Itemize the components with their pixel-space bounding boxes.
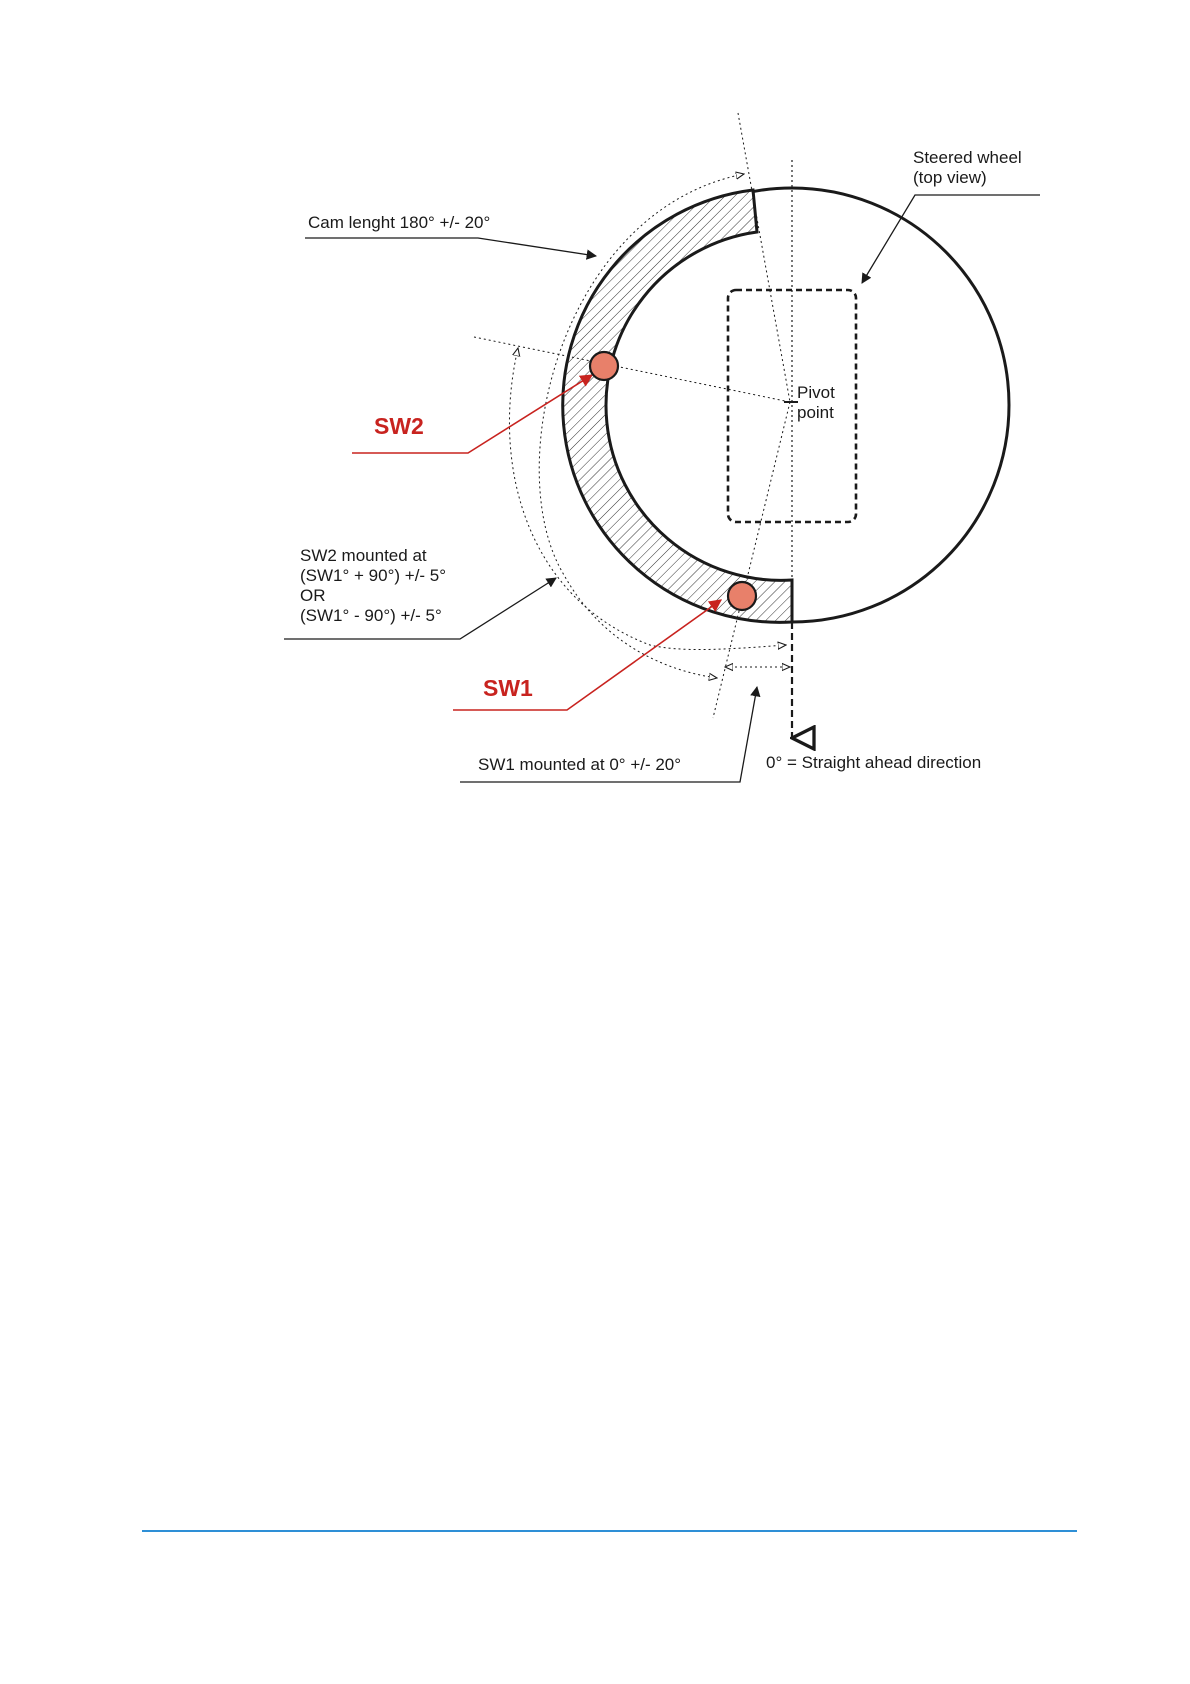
sw2-label: SW2 bbox=[374, 413, 424, 439]
sw1-angle-line bbox=[713, 402, 790, 718]
pivot-label-line2: point bbox=[797, 403, 834, 422]
steered-wheel-label-line1: Steered wheel bbox=[913, 148, 1022, 167]
sw1-sensor bbox=[728, 582, 756, 610]
sw1-label: SW1 bbox=[483, 675, 533, 701]
sw2-angle-line bbox=[474, 337, 790, 402]
sw2-sensor bbox=[590, 352, 618, 380]
steered-wheel-leader bbox=[862, 195, 1040, 283]
cam-length-label: Cam lenght 180° +/- 20° bbox=[308, 213, 491, 232]
cam-end-line bbox=[738, 113, 790, 402]
straight-ahead-label: 0° = Straight ahead direction bbox=[766, 753, 982, 772]
sw2-mount-label-line4: (SW1° - 90°) +/- 5° bbox=[300, 606, 442, 625]
footer-rule bbox=[142, 1530, 1077, 1532]
sw2-mount-label-line2: (SW1° + 90°) +/- 5° bbox=[300, 566, 447, 585]
steered-wheel-label-line2: (top view) bbox=[913, 168, 987, 187]
cam-length-leader bbox=[305, 238, 596, 256]
sw2-mount-label-line1: SW2 mounted at bbox=[300, 546, 427, 565]
sw2-mount-label-line3: OR bbox=[300, 586, 326, 605]
sw1-mount-label: SW1 mounted at 0° +/- 20° bbox=[478, 755, 682, 774]
pivot-label-line1: Pivot bbox=[797, 383, 835, 402]
cam-segment bbox=[563, 190, 792, 622]
